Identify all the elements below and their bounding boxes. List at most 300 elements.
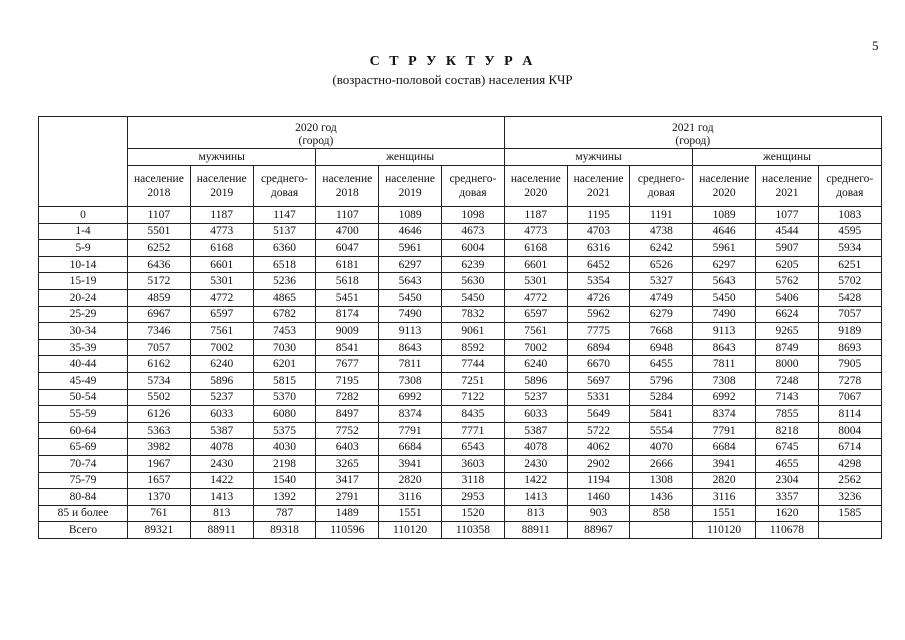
value-cell: 6205 xyxy=(756,256,819,273)
value-cell: 4700 xyxy=(316,223,379,240)
value-cell: 7668 xyxy=(630,323,693,340)
value-cell: 4070 xyxy=(630,439,693,456)
value-cell: 6714 xyxy=(818,439,881,456)
value-cell: 1089 xyxy=(379,207,442,224)
value-cell: 903 xyxy=(567,505,630,522)
total-value-cell: 89318 xyxy=(253,522,316,539)
value-cell: 1187 xyxy=(504,207,567,224)
value-cell: 7030 xyxy=(253,339,316,356)
value-cell: 5796 xyxy=(630,372,693,389)
value-cell: 5451 xyxy=(316,289,379,306)
value-cell: 7791 xyxy=(693,422,756,439)
total-value-cell: 110596 xyxy=(316,522,379,539)
value-cell: 5428 xyxy=(818,289,881,306)
value-cell: 1077 xyxy=(756,207,819,224)
age-group-cell: 50-54 xyxy=(39,389,128,406)
value-cell: 6201 xyxy=(253,356,316,373)
column-header-line1: среднего- xyxy=(449,173,497,185)
value-cell: 3265 xyxy=(316,455,379,472)
value-cell: 7561 xyxy=(190,323,253,340)
value-cell: 5450 xyxy=(379,289,442,306)
value-cell: 4726 xyxy=(567,289,630,306)
value-cell: 6782 xyxy=(253,306,316,323)
value-cell: 5236 xyxy=(253,273,316,290)
value-cell: 6239 xyxy=(441,256,504,273)
age-group-cell: 80-84 xyxy=(39,489,128,506)
value-cell: 9113 xyxy=(379,323,442,340)
value-cell: 5734 xyxy=(128,372,191,389)
value-cell: 1370 xyxy=(128,489,191,506)
value-cell: 7490 xyxy=(693,306,756,323)
table-row xyxy=(39,240,882,257)
value-cell: 4030 xyxy=(253,439,316,456)
value-cell: 4078 xyxy=(504,439,567,456)
value-cell: 5450 xyxy=(693,289,756,306)
column-header-line1: население xyxy=(322,173,373,185)
value-cell: 6033 xyxy=(504,406,567,423)
column-header-line2: 2020 xyxy=(524,187,548,199)
column-header xyxy=(693,166,756,207)
value-cell: 2198 xyxy=(253,455,316,472)
value-cell: 5501 xyxy=(128,223,191,240)
column-header-line2: довая xyxy=(836,187,864,199)
value-cell: 8114 xyxy=(818,406,881,423)
value-cell: 4646 xyxy=(693,223,756,240)
value-cell: 6597 xyxy=(504,306,567,323)
value-cell: 6597 xyxy=(190,306,253,323)
year-group-2021 xyxy=(504,117,881,149)
value-cell: 7905 xyxy=(818,356,881,373)
value-cell: 5841 xyxy=(630,406,693,423)
year-label: 2020 год xyxy=(295,122,337,134)
age-group-cell: 10-14 xyxy=(39,256,128,273)
page-title: С Т Р У К Т У Р А xyxy=(369,54,536,69)
table-row xyxy=(39,207,882,224)
value-cell: 4595 xyxy=(818,223,881,240)
column-header xyxy=(190,166,253,207)
year-label: 2021 год xyxy=(672,122,714,134)
table-row xyxy=(39,439,882,456)
value-cell: 1392 xyxy=(253,489,316,506)
age-group-cell: 75-79 xyxy=(39,472,128,489)
age-group-cell: 15-19 xyxy=(39,273,128,290)
column-header-line2: довая xyxy=(459,187,487,199)
table-row xyxy=(39,389,882,406)
value-cell: 5630 xyxy=(441,273,504,290)
value-cell: 2430 xyxy=(190,455,253,472)
value-cell: 8497 xyxy=(316,406,379,423)
value-cell: 6948 xyxy=(630,339,693,356)
total-value-cell: 88911 xyxy=(504,522,567,539)
value-cell: 6543 xyxy=(441,439,504,456)
total-value-cell: 110358 xyxy=(441,522,504,539)
value-cell: 7775 xyxy=(567,323,630,340)
value-cell: 7490 xyxy=(379,306,442,323)
value-cell: 6240 xyxy=(504,356,567,373)
age-group-cell: 1-4 xyxy=(39,223,128,240)
age-group-cell: 55-59 xyxy=(39,406,128,423)
value-cell: 1147 xyxy=(253,207,316,224)
column-header-line2: 2019 xyxy=(398,187,422,199)
value-cell: 6297 xyxy=(693,256,756,273)
sex-group-header: женщины xyxy=(316,149,504,166)
age-group-cell: 60-64 xyxy=(39,422,128,439)
table-row xyxy=(39,489,882,506)
value-cell: 7067 xyxy=(818,389,881,406)
value-cell: 5502 xyxy=(128,389,191,406)
value-cell: 6316 xyxy=(567,240,630,257)
value-cell: 5762 xyxy=(756,273,819,290)
column-header xyxy=(504,166,567,207)
total-value-cell: 89321 xyxy=(128,522,191,539)
value-cell: 5961 xyxy=(379,240,442,257)
value-cell: 6624 xyxy=(756,306,819,323)
value-cell: 7832 xyxy=(441,306,504,323)
value-cell: 1551 xyxy=(379,505,442,522)
age-header-cell xyxy=(39,117,128,207)
value-cell: 7744 xyxy=(441,356,504,373)
value-cell: 3941 xyxy=(379,455,442,472)
value-cell: 7308 xyxy=(379,372,442,389)
total-label: Всего xyxy=(39,522,128,539)
value-cell: 4772 xyxy=(190,289,253,306)
value-cell: 1413 xyxy=(190,489,253,506)
value-cell: 5643 xyxy=(379,273,442,290)
table-row xyxy=(39,273,882,290)
value-cell: 6047 xyxy=(316,240,379,257)
age-group-cell: 40-44 xyxy=(39,356,128,373)
value-cell: 1967 xyxy=(128,455,191,472)
value-cell: 1657 xyxy=(128,472,191,489)
value-cell: 6670 xyxy=(567,356,630,373)
column-header-line2: довая xyxy=(647,187,675,199)
value-cell: 5363 xyxy=(128,422,191,439)
age-group-cell: 45-49 xyxy=(39,372,128,389)
value-cell: 7811 xyxy=(693,356,756,373)
value-cell: 1436 xyxy=(630,489,693,506)
column-header xyxy=(316,166,379,207)
value-cell: 1620 xyxy=(756,505,819,522)
value-cell: 6452 xyxy=(567,256,630,273)
value-cell: 7752 xyxy=(316,422,379,439)
value-cell: 7791 xyxy=(379,422,442,439)
value-cell: 5387 xyxy=(190,422,253,439)
column-header xyxy=(379,166,442,207)
value-cell: 6684 xyxy=(693,439,756,456)
total-value-cell: 110678 xyxy=(756,522,819,539)
value-cell: 1489 xyxy=(316,505,379,522)
age-group-cell: 35-39 xyxy=(39,339,128,356)
value-cell: 6601 xyxy=(504,256,567,273)
value-cell: 5301 xyxy=(190,273,253,290)
column-header xyxy=(128,166,191,207)
year-group-2020 xyxy=(128,117,505,149)
value-cell: 8643 xyxy=(379,339,442,356)
column-header-line1: население xyxy=(510,173,561,185)
value-cell: 6360 xyxy=(253,240,316,257)
value-cell: 4544 xyxy=(756,223,819,240)
value-cell: 7143 xyxy=(756,389,819,406)
value-cell: 4078 xyxy=(190,439,253,456)
value-cell: 7811 xyxy=(379,356,442,373)
value-cell: 1540 xyxy=(253,472,316,489)
value-cell: 6745 xyxy=(756,439,819,456)
value-cell: 1195 xyxy=(567,207,630,224)
value-cell: 8592 xyxy=(441,339,504,356)
age-group-cell: 30-34 xyxy=(39,323,128,340)
column-header-line1: население xyxy=(762,173,812,185)
value-cell: 6297 xyxy=(379,256,442,273)
total-value-cell: 88911 xyxy=(190,522,253,539)
value-cell: 2430 xyxy=(504,455,567,472)
value-cell: 5387 xyxy=(504,422,567,439)
value-cell: 1187 xyxy=(190,207,253,224)
value-cell: 7057 xyxy=(818,306,881,323)
value-cell: 5137 xyxy=(253,223,316,240)
value-cell: 2562 xyxy=(818,472,881,489)
value-cell: 5962 xyxy=(567,306,630,323)
column-header-line1: среднего- xyxy=(637,173,685,185)
value-cell: 6518 xyxy=(253,256,316,273)
value-cell: 5618 xyxy=(316,273,379,290)
value-cell: 5354 xyxy=(567,273,630,290)
value-cell: 1107 xyxy=(128,207,191,224)
value-cell: 2791 xyxy=(316,489,379,506)
value-cell: 6168 xyxy=(190,240,253,257)
value-cell: 5896 xyxy=(190,372,253,389)
value-cell: 1191 xyxy=(630,207,693,224)
table-row xyxy=(39,306,882,323)
column-header xyxy=(253,166,316,207)
value-cell: 761 xyxy=(128,505,191,522)
value-cell: 5722 xyxy=(567,422,630,439)
age-group-cell: 25-29 xyxy=(39,306,128,323)
column-header-line2: 2021 xyxy=(775,187,799,199)
value-cell: 7453 xyxy=(253,323,316,340)
total-value-cell xyxy=(818,522,881,539)
value-cell: 3417 xyxy=(316,472,379,489)
age-group-cell: 5-9 xyxy=(39,240,128,257)
value-cell: 6033 xyxy=(190,406,253,423)
column-header xyxy=(818,166,881,207)
value-cell: 6992 xyxy=(693,389,756,406)
value-cell: 3236 xyxy=(818,489,881,506)
table-row xyxy=(39,406,882,423)
value-cell: 9113 xyxy=(693,323,756,340)
table-row xyxy=(39,472,882,489)
value-cell: 5450 xyxy=(441,289,504,306)
value-cell: 5649 xyxy=(567,406,630,423)
value-cell: 8000 xyxy=(756,356,819,373)
value-cell: 7002 xyxy=(190,339,253,356)
value-cell: 5370 xyxy=(253,389,316,406)
value-cell: 5237 xyxy=(190,389,253,406)
value-cell: 5375 xyxy=(253,422,316,439)
value-cell: 7057 xyxy=(128,339,191,356)
column-header-line1: население xyxy=(133,173,184,185)
value-cell: 5896 xyxy=(504,372,567,389)
column-header-line2: 2019 xyxy=(210,187,234,199)
value-cell: 8749 xyxy=(756,339,819,356)
value-cell: 1083 xyxy=(818,207,881,224)
value-cell: 5237 xyxy=(504,389,567,406)
value-cell: 1422 xyxy=(190,472,253,489)
value-cell: 6992 xyxy=(379,389,442,406)
value-cell: 6279 xyxy=(630,306,693,323)
column-header-line1: среднего- xyxy=(261,173,308,185)
value-cell: 787 xyxy=(253,505,316,522)
column-header-line1: население xyxy=(196,173,247,185)
value-cell: 5643 xyxy=(693,273,756,290)
table-row xyxy=(39,323,882,340)
value-cell: 4646 xyxy=(379,223,442,240)
value-cell: 8693 xyxy=(818,339,881,356)
table-row xyxy=(39,455,882,472)
value-cell: 2820 xyxy=(379,472,442,489)
value-cell: 6601 xyxy=(190,256,253,273)
total-row xyxy=(39,522,882,539)
value-cell: 4703 xyxy=(567,223,630,240)
value-cell: 2953 xyxy=(441,489,504,506)
value-cell: 8004 xyxy=(818,422,881,439)
value-cell: 7195 xyxy=(316,372,379,389)
value-cell: 4655 xyxy=(756,455,819,472)
value-cell: 6967 xyxy=(128,306,191,323)
table-row xyxy=(39,289,882,306)
value-cell: 5301 xyxy=(504,273,567,290)
value-cell: 1413 xyxy=(504,489,567,506)
table-row xyxy=(39,339,882,356)
value-cell: 2902 xyxy=(567,455,630,472)
value-cell: 5934 xyxy=(818,240,881,257)
value-cell: 4298 xyxy=(818,455,881,472)
value-cell: 8374 xyxy=(379,406,442,423)
sex-group-header: женщины xyxy=(693,149,881,166)
column-header xyxy=(756,166,819,207)
value-cell: 3982 xyxy=(128,439,191,456)
value-cell: 3118 xyxy=(441,472,504,489)
value-cell: 7248 xyxy=(756,372,819,389)
value-cell: 6251 xyxy=(818,256,881,273)
population-structure-table xyxy=(38,116,882,539)
value-cell: 5406 xyxy=(756,289,819,306)
value-cell: 5697 xyxy=(567,372,630,389)
column-header-line2: 2020 xyxy=(712,187,736,199)
column-header xyxy=(567,166,630,207)
value-cell: 6126 xyxy=(128,406,191,423)
year-sublabel: (город) xyxy=(298,135,334,147)
value-cell: 858 xyxy=(630,505,693,522)
value-cell: 5284 xyxy=(630,389,693,406)
value-cell: 6242 xyxy=(630,240,693,257)
value-cell: 8374 xyxy=(693,406,756,423)
table-row xyxy=(39,356,882,373)
age-group-cell: 85 и более xyxy=(39,505,128,522)
value-cell: 6181 xyxy=(316,256,379,273)
column-header-line1: население xyxy=(573,173,624,185)
value-cell: 9189 xyxy=(818,323,881,340)
value-cell: 5702 xyxy=(818,273,881,290)
value-cell: 1089 xyxy=(693,207,756,224)
column-header-line1: население xyxy=(699,173,750,185)
value-cell: 3603 xyxy=(441,455,504,472)
value-cell: 1107 xyxy=(316,207,379,224)
value-cell: 7561 xyxy=(504,323,567,340)
value-cell: 1551 xyxy=(693,505,756,522)
value-cell: 2820 xyxy=(693,472,756,489)
value-cell: 7855 xyxy=(756,406,819,423)
page-number: 5 xyxy=(872,38,879,53)
value-cell: 7282 xyxy=(316,389,379,406)
value-cell: 1422 xyxy=(504,472,567,489)
value-cell: 1585 xyxy=(818,505,881,522)
age-group-cell: 70-74 xyxy=(39,455,128,472)
value-cell: 813 xyxy=(504,505,567,522)
value-cell: 1194 xyxy=(567,472,630,489)
value-cell: 8541 xyxy=(316,339,379,356)
value-cell: 4772 xyxy=(504,289,567,306)
value-cell: 4673 xyxy=(441,223,504,240)
value-cell: 9009 xyxy=(316,323,379,340)
value-cell: 7002 xyxy=(504,339,567,356)
value-cell: 6436 xyxy=(128,256,191,273)
column-header-line2: 2021 xyxy=(587,187,611,199)
value-cell: 3116 xyxy=(379,489,442,506)
value-cell: 5907 xyxy=(756,240,819,257)
value-cell: 7251 xyxy=(441,372,504,389)
table-row xyxy=(39,422,882,439)
value-cell: 4865 xyxy=(253,289,316,306)
value-cell: 6240 xyxy=(190,356,253,373)
table-row xyxy=(39,372,882,389)
value-cell: 6455 xyxy=(630,356,693,373)
value-cell: 9061 xyxy=(441,323,504,340)
value-cell: 5172 xyxy=(128,273,191,290)
value-cell: 6252 xyxy=(128,240,191,257)
value-cell: 1460 xyxy=(567,489,630,506)
value-cell: 2304 xyxy=(756,472,819,489)
value-cell: 5327 xyxy=(630,273,693,290)
value-cell: 8218 xyxy=(756,422,819,439)
value-cell: 4859 xyxy=(128,289,191,306)
value-cell: 8435 xyxy=(441,406,504,423)
value-cell: 3941 xyxy=(693,455,756,472)
year-sublabel: (город) xyxy=(675,135,711,147)
table-row xyxy=(39,256,882,273)
column-header-line2: 2018 xyxy=(335,187,359,199)
value-cell: 5961 xyxy=(693,240,756,257)
column-header xyxy=(630,166,693,207)
value-cell: 6526 xyxy=(630,256,693,273)
value-cell: 3116 xyxy=(693,489,756,506)
sex-group-header: мужчины xyxy=(128,149,316,166)
value-cell: 2666 xyxy=(630,455,693,472)
value-cell: 7346 xyxy=(128,323,191,340)
value-cell: 4738 xyxy=(630,223,693,240)
table-row xyxy=(39,505,882,522)
value-cell: 5331 xyxy=(567,389,630,406)
value-cell: 4749 xyxy=(630,289,693,306)
value-cell: 813 xyxy=(190,505,253,522)
page-subtitle: (возрастно-половой состав) населения КЧР xyxy=(332,72,573,87)
total-value-cell: 110120 xyxy=(693,522,756,539)
value-cell: 6403 xyxy=(316,439,379,456)
value-cell: 7308 xyxy=(693,372,756,389)
value-cell: 6080 xyxy=(253,406,316,423)
value-cell: 4773 xyxy=(190,223,253,240)
value-cell: 4062 xyxy=(567,439,630,456)
value-cell: 4773 xyxy=(504,223,567,240)
